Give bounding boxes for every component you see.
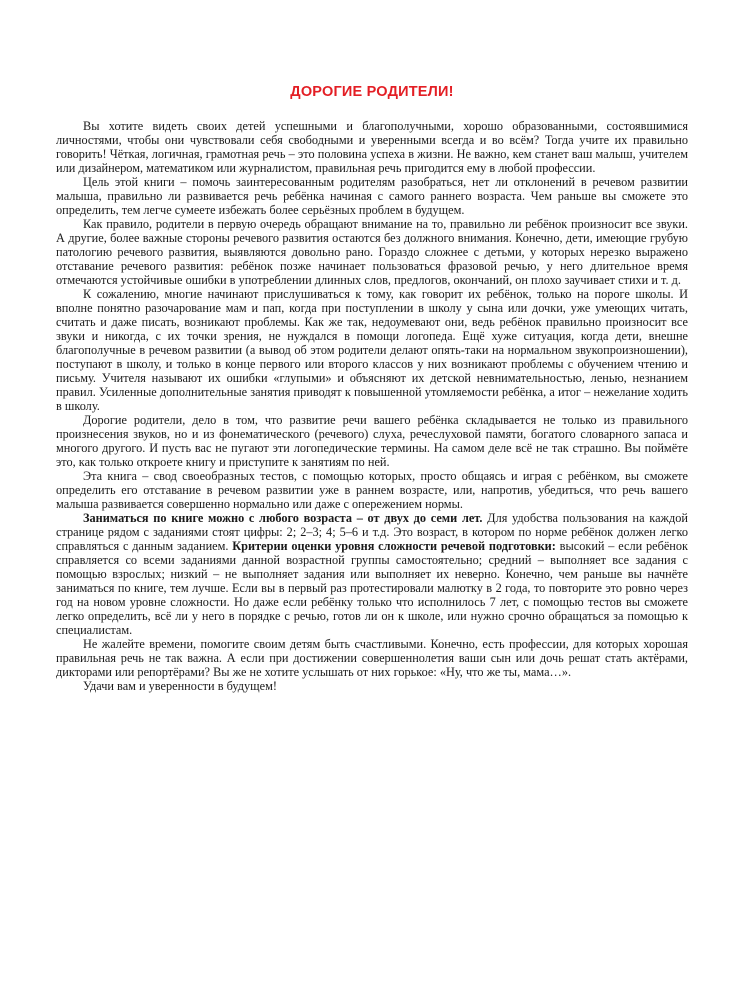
- bold-run-criteria: Критерии оценки уровня сложности речевой подготовки:: [232, 539, 556, 553]
- paragraph-parents-attention: Как правило, родители в первую очередь обращают внимание на то, правильно ли ребёнок произносит все звуки. А другие, более важные стороны речевого развития остаются без должного внимания. Конечно, дети, имеющие грубую патологию речевого развития, выявляются довольно рано. Гораздо сложнее с детьми, у которых нерезко выражено отставание речевого развития: ребёнок позже начинает пользоваться фразовой речью, у него длительное время отмечаются устойчивые ошибки в употреблении длинных слов, предлогов, окончаний, он плохо заучивает стихи и т. д.: [56, 217, 688, 287]
- page-title: ДОРОГИЕ РОДИТЕЛИ!: [290, 84, 454, 100]
- text-run: высокий – если ребёнок справляется со всеми заданиями данной возрастной группы самостоятельно; средний – выполняет все задания с помощью взрослых; низкий – не выполняет задания или выполняет их неверно. Конечно, чем раньше вы начнёте заниматься по книге, тем лучше. Если вы в первый раз протестировали малютку в 2 года, то повторите это ровно через год на новом уровне сложности. Но даже если ребёнку только что исполнилось 7 лет, с помощью тестов вы сможете легко определить, всё ли у него в порядке с речью, готов ли он к школе, или нужно срочно обращаться за помощью к специалистам.: [56, 539, 688, 637]
- text-run: Для удобства пользования на каждой странице рядом с заданиями стоят цифры: 2; 2–3; 4; 5–6 и т.д. Это возраст, в котором по норме ребёнок должен легко справляться с данным заданием.: [56, 511, 689, 553]
- paragraph-intro: Вы хотите видеть своих детей успешными и благополучными, хорошо образованными, состоявшимися личностями, чтобы они чувствовали себя свободными и уверенными всегда и во всём? Тогда учите их правильно говорить! Чёткая, логичная, грамотная речь – это половина успеха в жизни. Не важно, кем станет ваш малыш, учителем или дизайнером, математиком или журналистом, правильная речь пригодится ему в любой профессии.: [56, 119, 688, 175]
- paragraph-book-goal: Цель этой книги – помочь заинтересованным родителям разобраться, нет ли отклонений в речевом развитии малыша, правильно ли развивается речь ребёнка начиная с самого раннего возраста. Чем раньше вы сможете это определить, тем легче сумеете избежать более серьёзных проблем в будущем.: [56, 175, 688, 217]
- paragraph-good-luck: Удачи вам и уверенности в будущем!: [83, 679, 277, 693]
- paragraph-dont-waste-time: Не жалейте времени, помогите своим детям быть счастливыми. Конечно, есть профессии, для которых хорошая правильная речь не так важна. А если при достижении совершеннолетия ваши сын или дочь решат стать актёрами, дикторами или репортёрами? Вы же не хотите услышать от них горькое: «Ну, что же ты, мама…».: [56, 637, 688, 679]
- paragraph-age-levels: [56, 511, 688, 637]
- paragraph-speech-components: Дорогие родители, дело в том, что развитие речи вашего ребёнка складывается не только из правильного произнесения звуков, но и из фонематического (речевого) слуха, речеслуховой памяти, богатого словарного запаса и многого другого. И пусть вас не пугают эти логопедические термины. На самом деле всё не так страшно. Вы поймёте это, как только откроете книгу и приступите к занятиям по ней.: [56, 413, 688, 469]
- bold-run-age-range: Заниматься по книге можно с любого возраста – от двух до семи лет.: [83, 511, 483, 525]
- paragraph-book-tests: Эта книга – свод своеобразных тестов, с помощью которых, просто общаясь и играя с ребёнком, вы сможете определить его отставание в речевом развитии уже в раннем возрасте, или, напротив, убедиться, что речь вашего малыша развивается совершенно нормально или даже с опережением нормы.: [56, 469, 688, 511]
- paragraph-school-problems: К сожалению, многие начинают прислушиваться к тому, как говорит их ребёнок, только на пороге школы. И вполне понятно разочарование мам и пап, когда при поступлении в школу у сына или дочки, уже умеющих читать, считать и даже писать, возникают проблемы. Как же так, недоумевают они, ведь ребёнок правильно произносит все звуки и никогда, с их точки зрения, не нуждался в помощи логопеда. Ещё хуже ситуация, когда дети, внешне благополучные в речевом развитии (а вывод об этом родители делают опять-таки на нормальном звукопроизношении), поступают в школу, и только в конце первого или второго классов у них возникают проблемы с обучением чтению и письму. Учителя называют их ошибки «глупыми» и объясняют их детской невнимательностью, ленью, незнанием правил. Усиленные дополнительные занятия приводят к повышенной утомляемости ребёнка, а итог – нежелание ходить в школу.: [56, 287, 688, 413]
